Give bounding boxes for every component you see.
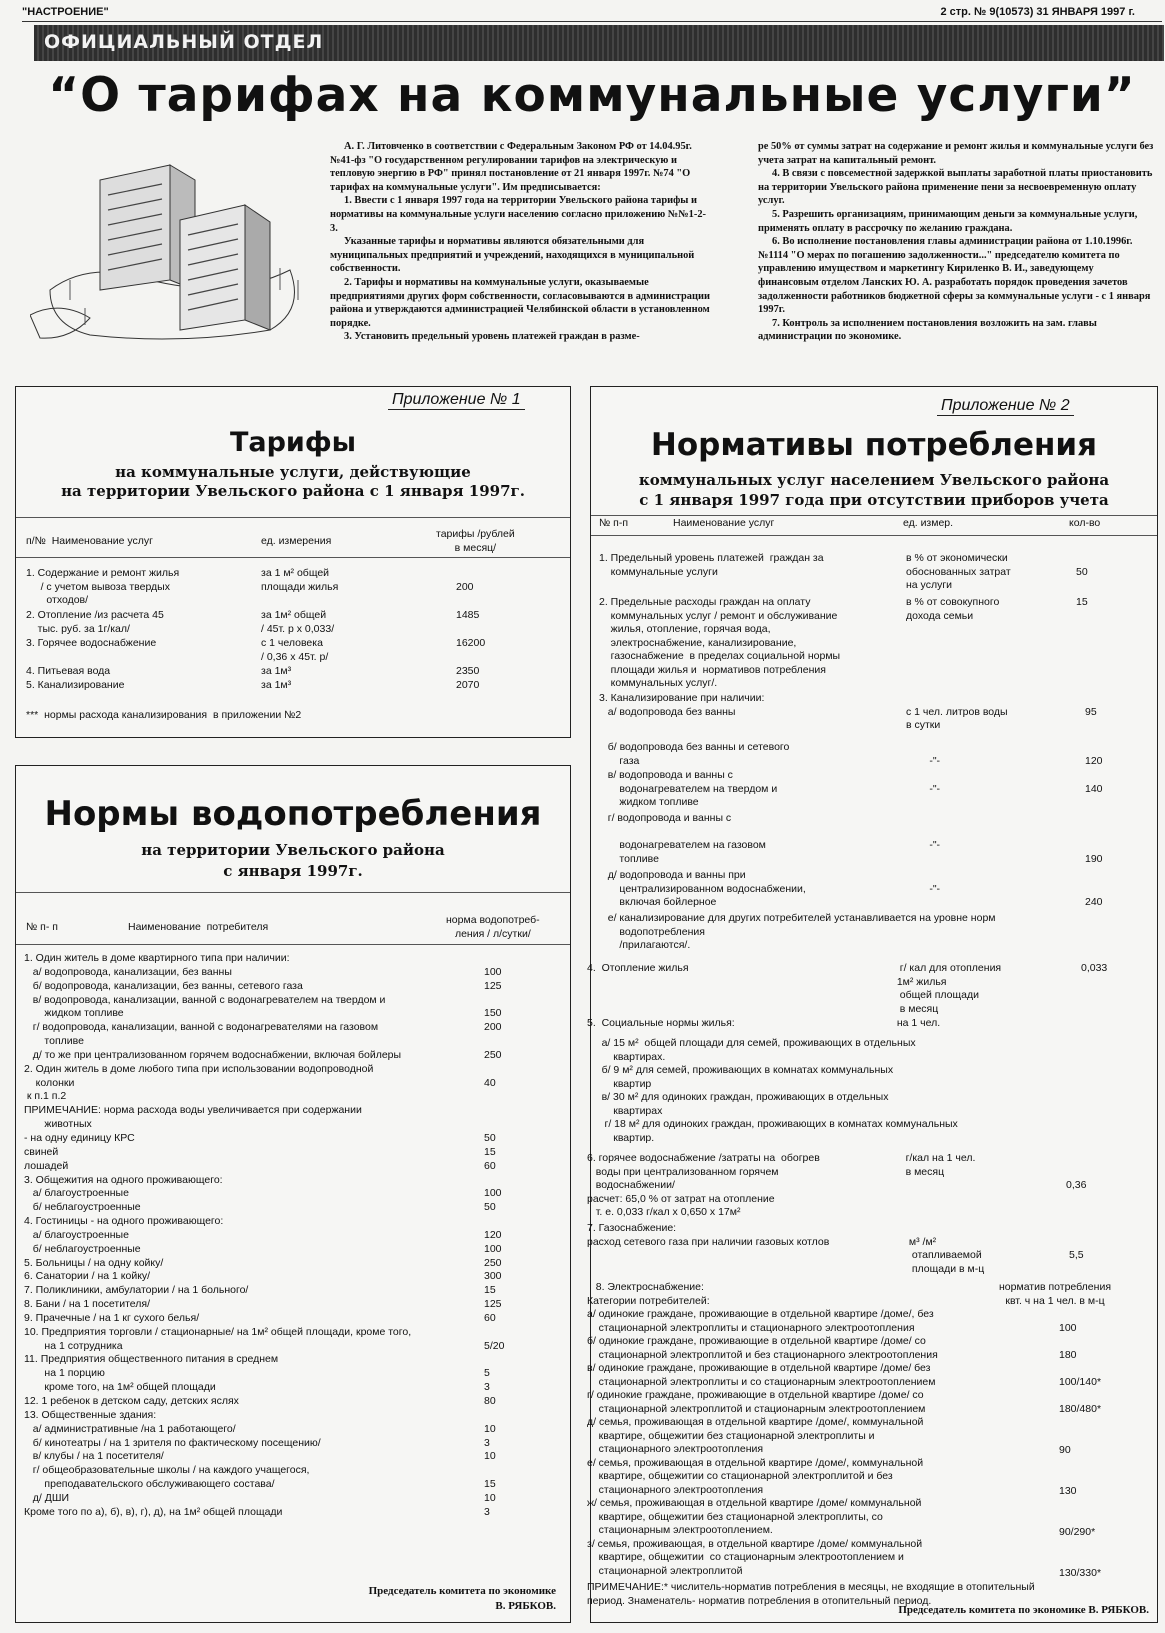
norm-name: 3. Канализирование при наличии: а/ водопровода без ванны [599, 692, 765, 718]
main-title: “О тарифах на коммунальные услуги” [48, 68, 1136, 123]
tariff-unit: с 1 человека / 0,36 х 45т. р/ [261, 637, 329, 663]
col-header: тарифы /рублей в месяц/ [436, 528, 515, 554]
water-norms-title: Нормы водопотребления [44, 794, 542, 834]
tariff-name: 3. Горячее водоснабжение [26, 637, 157, 649]
norm-value: 100 [1059, 1322, 1077, 1334]
tariff-note: *** нормы расхода канализирования в приложении №2 [26, 709, 302, 721]
appendix-2-box [587, 386, 1158, 1623]
intro-column-1 [330, 140, 710, 344]
intro-paragraph: Указанные тарифы и нормативы являются обязательными для муниципальных предприятий и учреждений, находящихся в муниципальной собственности. [330, 236, 695, 275]
water-norms-subtitle-1: на территории Увельского района [141, 841, 445, 859]
norm-unit: г/кал на 1 чел. в месяц [905, 1152, 976, 1178]
header-rule [22, 21, 1162, 22]
col-header: ед. измерения [261, 535, 332, 547]
norm-value: 15 [1076, 596, 1088, 608]
col-header: норма водопотреб- ления / л/сутки/ [446, 914, 540, 940]
appendix-1-subtitle-1: на коммунальные услуги, действующие [115, 463, 471, 481]
col-header: Наименование услуг [673, 517, 775, 529]
signature: Председатель комитета по экономике В. РЯБКОВ. [368, 1585, 556, 1612]
norm-value: 0,033 [1081, 962, 1108, 974]
issue-info: 2 стр. № 9(10573) 31 ЯНВАРЯ 1997 г. [940, 6, 1135, 18]
norm-name: в/ водопровода и ванны с водонагревателем на твердом и жидком топливе [607, 769, 778, 808]
norm-value: 95 [1085, 705, 1097, 718]
tariff-value: 200 [456, 580, 474, 593]
intro-paragraph: 6. Во исполнение постановления главы администрации района от 1.10.1996г. №1114 "О мерах по погашению задолженности..." председателю комитета по управлению имуществом и маркетингу Кириленко В. И., заведующему финансовым отделом Ланских Ю. А. разработать порядок проведения зачетов задолженности работников бюджетной сферы за коммунальные услуги - с 1 января 1997г. [758, 236, 1151, 316]
norm-unit: на 1 чел. [891, 1017, 941, 1029]
intro-paragraph: 4. В связи с повсеместной задержкой выплаты заработной платы приостановить на территории Увельского района применение пени за несвоевременную оплату услуг. [758, 168, 1153, 207]
norm-unit: с 1 чел. литров воды в сутки [906, 705, 1008, 731]
electricity-note: ПРИМЕЧАНИЕ:* числитель-норматив потребления в месяцы, не входящие в отопительный период. Знаменатель- норматив потребления в отопительный период. [587, 1581, 1035, 1607]
rule [591, 515, 1157, 516]
appendix-2-label: Приложение № 2 [937, 397, 1074, 416]
rule [16, 892, 570, 893]
norm-unit: -"- [929, 754, 941, 767]
norm-value: 5,5 [1069, 1249, 1084, 1261]
norm-value: 50 [1076, 565, 1088, 578]
intro-paragraph: 2. Тарифы и нормативы на коммунальные услуги, оказываемые предприятиями других форм собственности, согласовываются в администрации района и утверждаются администрацией Челябинской области в установленном порядке. [330, 276, 710, 329]
col-header: № п-п [599, 517, 629, 529]
norm-name: е/ канализирование для других потребителей устанавливается на уровне норм водопотребления /прилагаются/. [607, 912, 996, 951]
tariff-unit: за 1 м² общей площади жилья [261, 567, 339, 593]
norm-value: 120 [1085, 754, 1103, 767]
tariff-unit: за 1м² общей / 45т. р х 0,033/ [261, 609, 335, 635]
intro-paragraph: 3. Установить предельный уровень платежей граждан в разме- [344, 331, 640, 343]
tariff-name: 1. Содержание и ремонт жилья / с учетом вывоза твердых отходов/ [26, 567, 180, 606]
signature: Председатель комитета по экономике В. РЯБКОВ. [898, 1604, 1149, 1616]
tariff-name: 4. Питьевая вода [26, 665, 111, 677]
norm-name: 7. Газоснабжение: расход сетевого газа при наличии газовых котлов [587, 1222, 830, 1248]
norm-unit: м³ /м² отапливаемой площади в м-ц [908, 1235, 985, 1275]
norm-name: 2. Предельные расходы граждан на оплату коммунальных услуг / ремонт и обслуживание жилья, отопление, горячая вода, электроснабжение, канализирование, газоснабжение в пределах социальной нормы площади жилья и нормативов потребления коммунальных услуг/. [599, 596, 841, 689]
intro-column-2 [758, 140, 1154, 344]
appendix-1-subtitle-2: на территории Увельского района с 1 января 1997г. [61, 482, 525, 500]
rule [16, 517, 570, 518]
appendix-1-box [15, 386, 571, 738]
norm-value: 240 [1085, 896, 1103, 908]
col-header: кол-во [1069, 517, 1101, 529]
norm-name: б/ водопровода без ванны и сетевого газа [607, 741, 790, 767]
norm-name: 4. Отопление жилья [587, 962, 689, 974]
norm-unit: в % от совокупного дохода семьи [906, 596, 1000, 622]
appendix-1-title: Тарифы [229, 427, 357, 458]
intro-paragraph: ре 50% от суммы затрат на содержание и ремонт жилья и коммунальные услуги без учета затрат на капитальный ремонт. [758, 141, 1154, 166]
appendix-2-subtitle-2: с 1 января 1997 года при отсутствии приборов учета [639, 491, 1109, 509]
buildings-sketch [30, 140, 315, 350]
norm-value: 130/330* [1059, 1567, 1102, 1579]
norm-unit: -"- [929, 882, 941, 895]
water-norm-values: 100 125 150 200 250 40 50 15 60 100 50 120 100 250 300 15 125 60 5/20 5 3 80 10 3 10 15 10 3 [484, 965, 505, 1518]
norm-unit: -"- [929, 839, 941, 851]
norm-name: г/ водопровода и ванны с водонагревателем на газовом топливе [607, 812, 766, 865]
norm-value: 90 [1059, 1444, 1071, 1456]
tariff-value: 2350 [456, 665, 480, 677]
tariff-name: 2. Отопление /из расчета 45 тыс. руб. за 1г/кал/ [26, 609, 164, 635]
norm-value: 0,36 [1066, 1179, 1087, 1191]
norm-name: а/ 15 м² общей площади для семей, проживающих в отдельных квартирах. б/ 9 м² для семей, проживающих в комнатах коммунальных квартир в/ 30 м² для одиноких граждан, проживающих в отдельных квартирах г/ 18 м² для одиноких граждан, проживающих в комнатах коммунальных квартир. [601, 1037, 958, 1144]
rule [16, 557, 570, 558]
tariff-unit: за 1м³ [261, 679, 292, 691]
electricity-norm-header: норматив потребления квт. ч на 1 чел. в м-ц [999, 1281, 1111, 1307]
water-norms-box [15, 765, 571, 1623]
tariff-value: 1485 [456, 609, 480, 621]
norm-name: д/ водопровода и ванны при централизированном водоснабжении, включая бойлерное [607, 869, 806, 908]
norm-value: 180 [1059, 1349, 1077, 1361]
intro-paragraph: А. Г. Литовченко в соответствии с Федеральным Законом РФ от 14.04.95г. №41-фз "О государственном регулировании тарифов на электрическую и тепловую энергию в РФ" принял постановление от 21 января 1997г. №74 "О тарифах на коммунальные услуги". Им предписывается: [330, 141, 692, 193]
norm-value: 130 [1059, 1485, 1077, 1497]
col-header: № п- п [26, 921, 58, 933]
newspaper-name: "НАСТРОЕНИЕ" [22, 6, 109, 18]
water-consumer-list: 1. Один житель в доме квартирного типа при наличии: а/ водопровода, канализации, без ванны б/ водопровода, канализации, без ванны, сетевого газа в/ водопровода, канализации, ванной с водонагревателем на твердом и жидком топливе г/ водопровода, канализации, ванной с водонагревателями на газовом топливе д/ то же при централизованном горячем водоснабжении, включая бойлеры 2. Один житель в доме любого типа при использовании водопроводной колонки к п.1 п.2 ПРИМЕЧАНИЕ: норма расхода воды увеличивается при содержании животных - на одну единицу КРС свиней лошадей 3. Общежития на одного проживающего: а/ благоустроенные б/ неблагоустроенные 4. Гостиницы - на одного проживающего: а/ благоустроенные б/ неблагоустроенные 5. Больницы / на одну койку/ 6. Санатории / на 1 койку/ 7. Поликлиники, амбулатории / на 1 больного/ 8. Бани / на 1 посетителя/ 9. Прачечные / на 1 кг сухого белья/ 10. Предприятия торговли / стационарные/ на 1м² общей площади, кроме того, на 1 сотрудника 11. Предприятия общественного питания в среднем на 1 порцию кроме того, на 1м² общей площади 12. 1 ребенок в детском саду, детских яслях 13. Общественные здания: а/ административные /на 1 работающего/ б/ кинотеатры / на 1 зрителя по фактическому посещению/ в/ клубы / на 1 посетителя/ г/ общеобразовательные школы / на каждого учащегося, преподавательского обслуживающего состава/ д/ ДШИ Кроме того по а), б), в), г), д), на 1м² общей площади [24, 952, 412, 1518]
tariff-unit: за 1м³ [261, 665, 292, 677]
norm-unit: в % от экономически обоснованных затрат на услуги [906, 552, 1011, 591]
appendix-2-subtitle-1: коммунальных услуг населением Увельского района [638, 471, 1110, 489]
norm-name: 1. Предельный уровень платежей граждан за коммунальные услуги [599, 552, 824, 578]
col-header: Наименование потребителя [128, 921, 269, 933]
section-label: ОФИЦИАЛЬНЫЙ ОТДЕЛ [44, 31, 324, 53]
appendix-2-title: Нормативы потребления [650, 427, 1098, 463]
intro-paragraph: 1. Ввести с 1 января 1997 года на территории Увельского района тарифы и нормативы на коммунальные услуги населению согласно приложению №№1-2-3. [330, 195, 706, 234]
norm-name: 5. Социальные нормы жилья: [587, 1017, 735, 1029]
intro-paragraph: 7. Контроль за исполнением постановления возложить на зам. главы администрации по экономике. [758, 317, 1097, 343]
norm-value: 180/480* [1059, 1403, 1102, 1415]
water-norms-subtitle-2: с января 1997г. [223, 862, 363, 880]
norm-unit: -"- [929, 782, 941, 795]
norm-value: 100/140* [1059, 1376, 1102, 1388]
appendix-1-label: Приложение № 1 [388, 391, 525, 410]
norm-name: 8. Электроснабжение: Категории потребителей: а/ одинокие граждане, проживающие в отдельной квартире /доме/, без стационарной электроплиты и стационарного электроотопления б/ одинокие граждане, проживающие в отдельной квартире /доме/ со стационарной электроплитой и без стационарного электроотопления в/ одинокие граждане, проживающие в отдельной квартире /доме/ без стационарной электроплиты и со стационарным электроотоплением г/ одинокие граждане, проживающие в отдельной квартире /доме/ со стационарной электроплитой и стационарным электроотоплением д/ семья, проживающая в отдельной квартире /доме/, коммунальной квартире, общежитии без стационарной электроплиты и стационарного электроотопления е/ семья, проживающая в отдельной квартире /доме/, коммунальной квартире, общежитии со стационарной электроплитой и без стационарного электроотопления ж/ семья, проживающая в отдельной квартире /доме/ коммунальной квартире, общежитии без стационарной электроплиты, со стационарным электроотоплением. з/ семья, проживающая, в отдельной квартире /доме/ коммунальной квартире, общежитии со стационарным электроотоплением и стационарной электроплитой [587, 1281, 938, 1577]
col-header: п/№ Наименование услуг [26, 535, 153, 547]
norm-name: 6. горячее водоснабжение /затраты на обогрев воды при централизованном горячем водоснабжении/ расчет: 65,0 % от затрат на отопление т. е. 0,033 г/кал х 0,650 х 17м² [587, 1152, 820, 1218]
section-banner [34, 25, 1164, 61]
norm-unit: г/ кал для отопления 1м² жилья общей площади в месяц [896, 962, 1002, 1015]
tariff-value: 16200 [456, 637, 486, 649]
norm-value: 140 [1085, 782, 1103, 795]
norm-value: 190 [1085, 852, 1103, 865]
tariff-value: 2070 [456, 679, 480, 691]
rule [591, 535, 1157, 536]
col-header: ед. измер. [903, 517, 954, 529]
norm-value: 90/290* [1059, 1526, 1096, 1538]
intro-paragraph: 5. Разрешить организациям, принимающим деньги за коммунальные услуги, применять оплату в рассрочку по желанию граждана. [758, 208, 1138, 234]
tariff-name: 5. Канализирование [26, 679, 125, 691]
rule [16, 944, 570, 945]
